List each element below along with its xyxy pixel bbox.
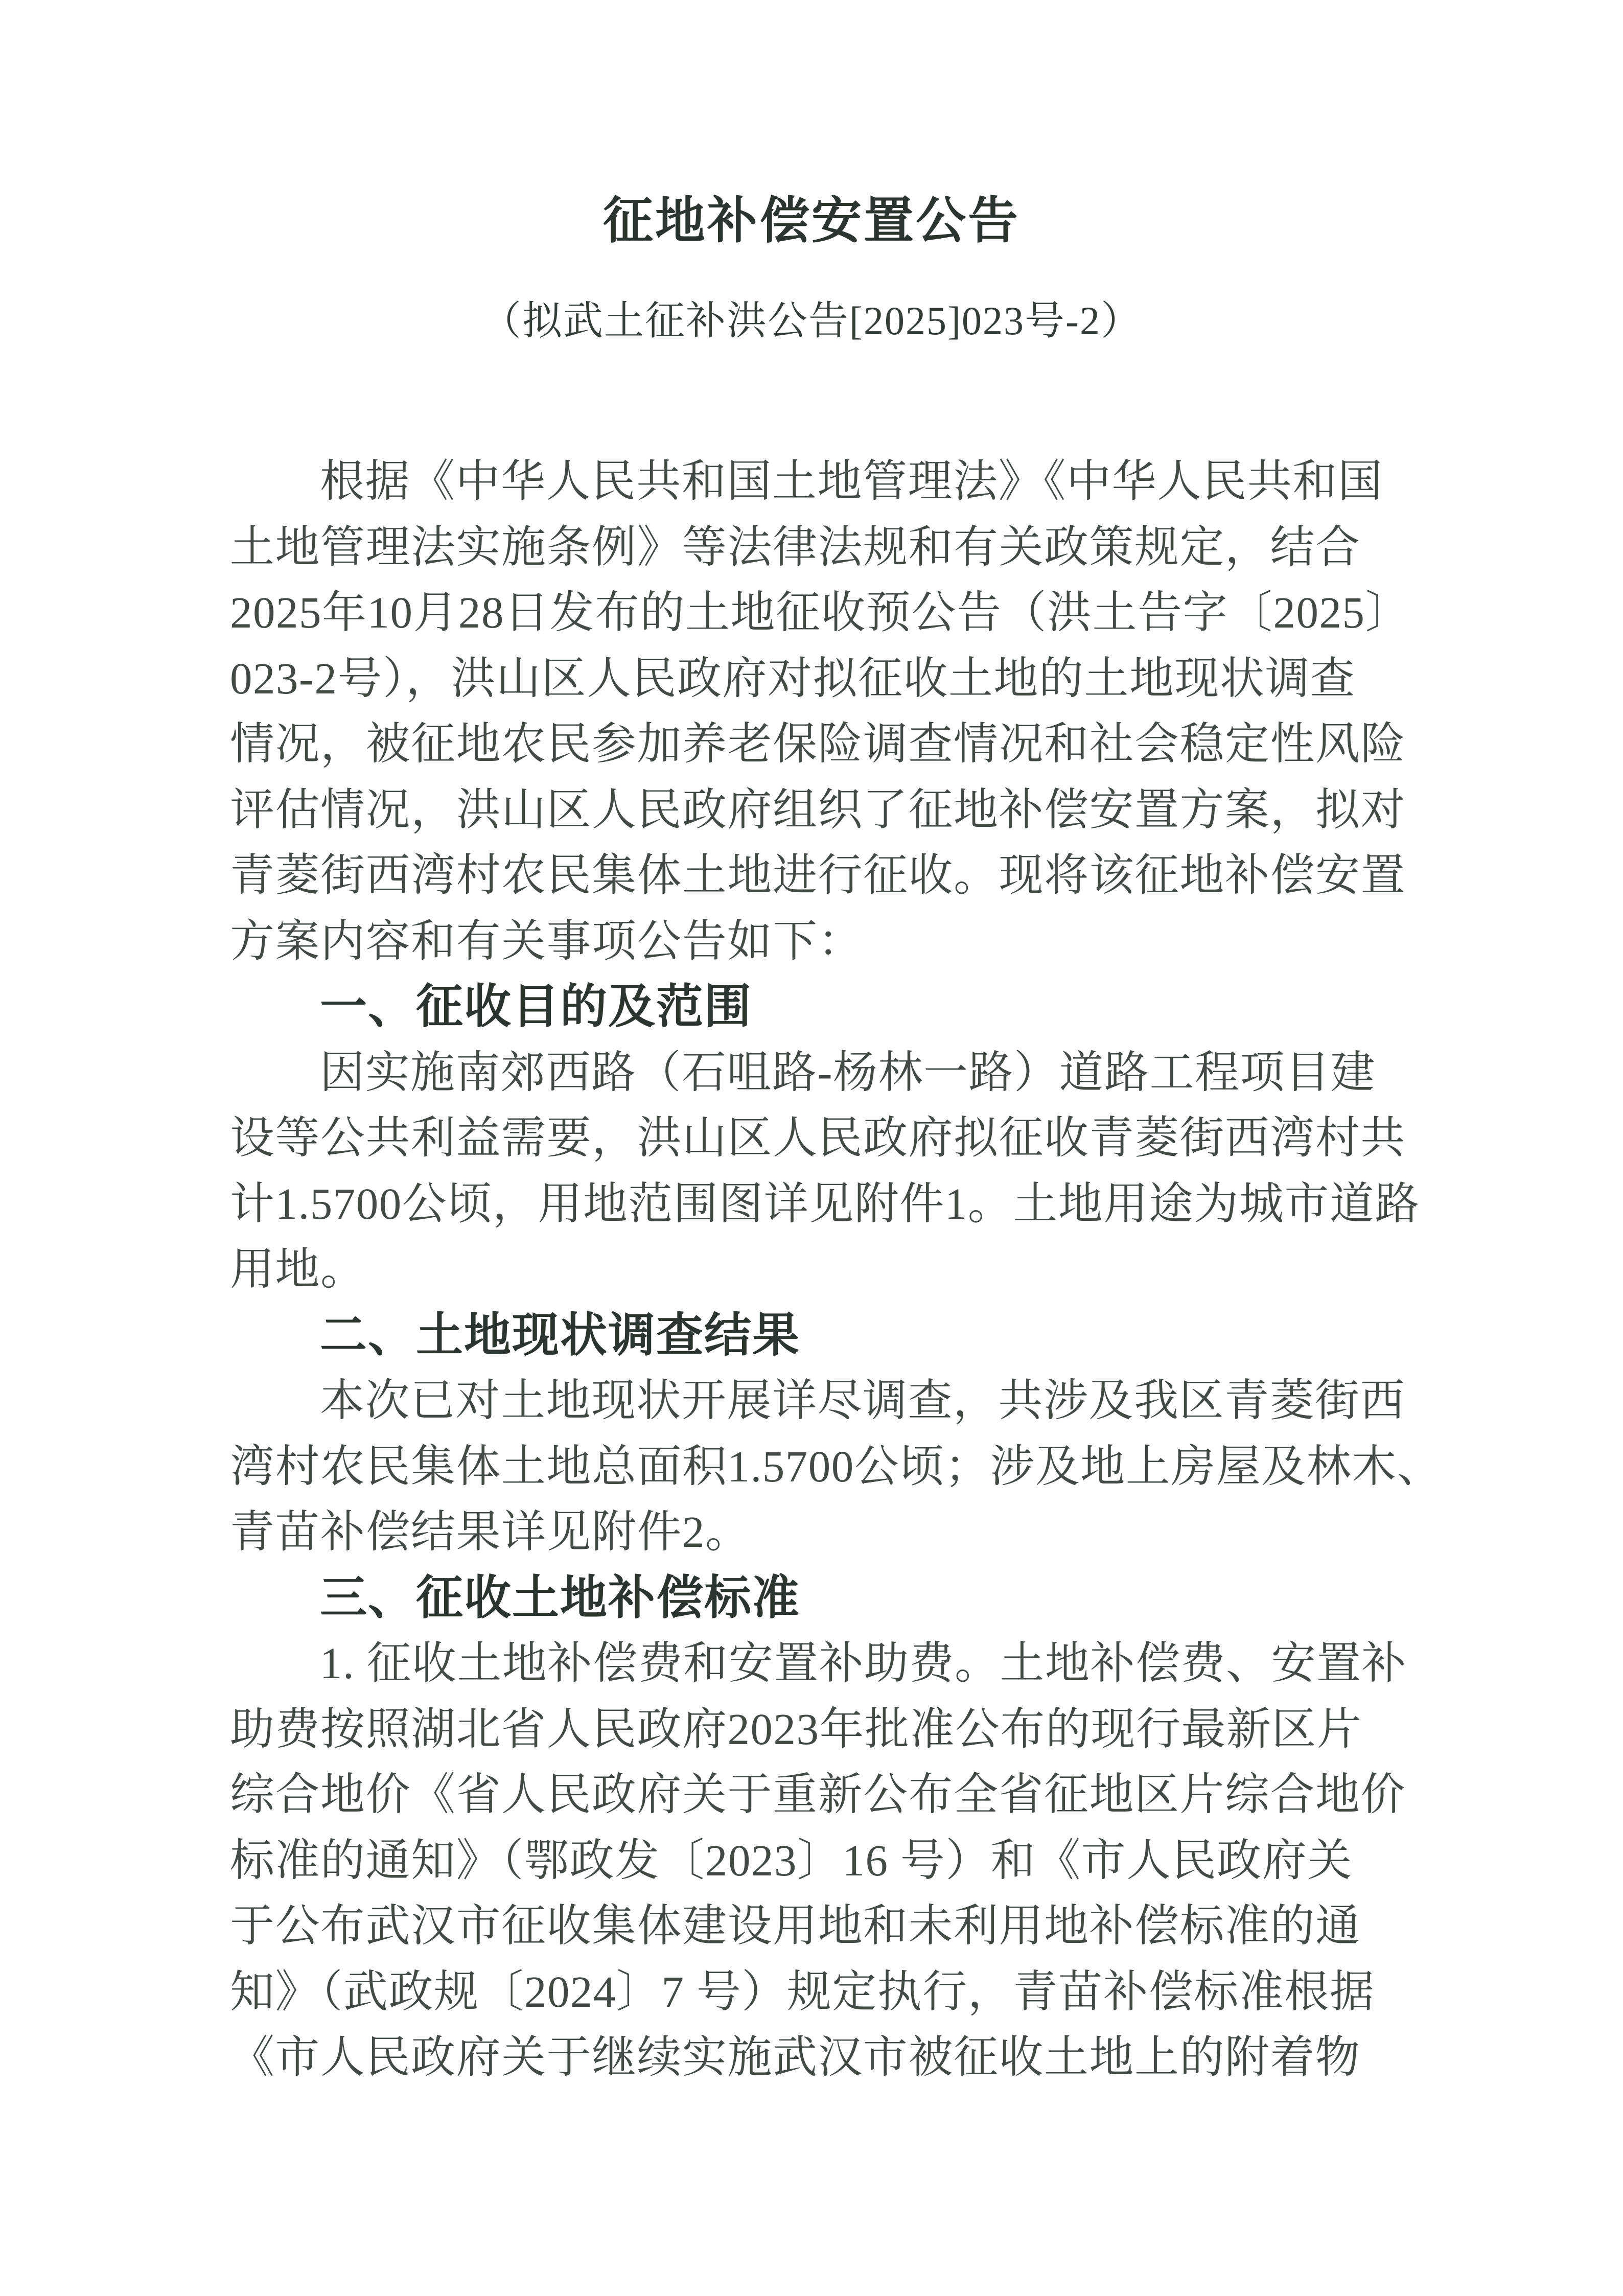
body-line: 助费按照湖北省人民政府2023年批准公布的现行最新区片 — [230, 1704, 1362, 1754]
body-line: 评估情况，洪山区人民政府组织了征地补偿安置方案，拟对 — [230, 784, 1406, 834]
body-line: 计1.5700公顷，用地范围图详见附件1。土地用途为城市道路 — [230, 1178, 1420, 1228]
body-line: 因实施南郊西路（石咀路-杨林一路）道路工程项目建 — [320, 1047, 1376, 1097]
body-line: 方案内容和有关事项公告如下： — [230, 916, 863, 966]
body-line: 土地管理法实施条例》等法律法规和有关政策规定，结合 — [230, 522, 1361, 572]
document-body — [230, 449, 1443, 2091]
body-line: 2025年10月28日发布的土地征收预公告（洪土告字〔2025〕 — [230, 588, 1410, 637]
body-line: 青菱街西湾村农民集体土地进行征收。现将该征地补偿安置 — [230, 850, 1406, 900]
section-heading: 三、征收土地补偿标准 — [320, 1571, 801, 1624]
body-line: 023-2号），洪山区人民政府对拟征收土地的土地现状调查 — [230, 653, 1356, 703]
body-line: 《市人民政府关于继续实施武汉市被征收土地上的附着物 — [230, 2032, 1361, 2082]
section-heading: 一、征收目的及范围 — [320, 981, 753, 1033]
body-line: 青苗补偿结果详见附件2。 — [230, 1507, 751, 1557]
document-number-subtitle: （拟武土征补洪公告[2025]023号-2） — [481, 298, 1142, 343]
body-line: 设等公共利益需要，洪山区人民政府拟征收青菱街西湾村共 — [230, 1113, 1406, 1163]
section-heading: 二、土地现状调查结果 — [320, 1309, 801, 1361]
body-line: 根据《中华人民共和国土地管理法》《中华人民共和国 — [320, 456, 1383, 506]
body-line: 综合地价《省人民政府关于重新公布全省征地区片综合地价 — [230, 1770, 1406, 1819]
body-line: 用地。 — [230, 1244, 366, 1294]
body-line: 情况，被征地农民参加养老保险调查情况和社会稳定性风险 — [230, 719, 1406, 769]
body-line: 本次已对土地现状开展详尽调查，共涉及我区青菱街西 — [320, 1376, 1405, 1425]
body-line: 知》（武政规〔2024〕7 号）规定执行，青苗补偿标准根据 — [230, 1966, 1375, 2016]
body-line: 于公布武汉市征收集体建设用地和未利用地补偿标准的通 — [230, 1901, 1361, 1951]
body-line: 1. 征收土地补偿费和安置补助费。土地补偿费、安置补 — [320, 1638, 1407, 1688]
document-title: 征地补偿安置公告 — [602, 194, 1020, 249]
body-line: 标准的通知》（鄂政发〔2023〕16 号）和《市人民政府关 — [230, 1835, 1353, 1885]
body-line: 湾村农民集体土地总面积1.5700公顷；涉及地上房屋及林木、 — [230, 1441, 1443, 1491]
